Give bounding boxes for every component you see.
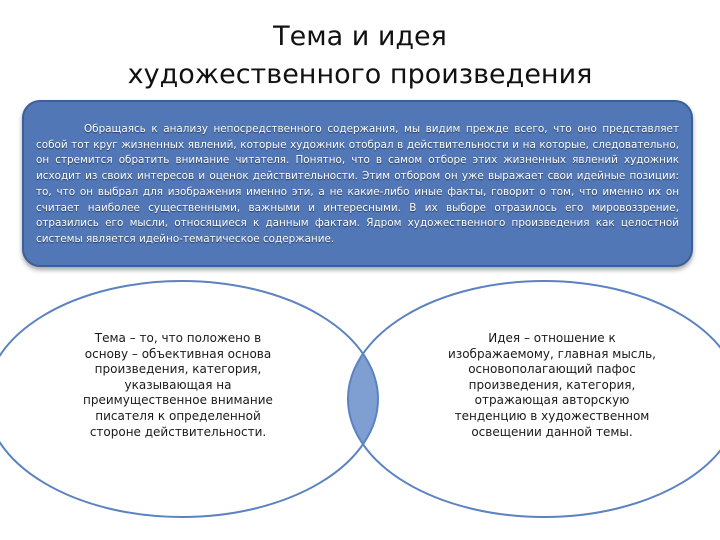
idea-definition: Идея – отношение к изображаемому, главная мысль, основополагающий пафос произведения, категория, отражающая авторскую тенденцию в художественном освещении данной темы. xyxy=(448,331,656,439)
title-line-1: Тема и идея xyxy=(273,21,447,52)
theme-definition: Тема – то, что положено в основу – объективная основа произведения, категория, указывающая на преимущественное внимание писателя к определенной стороне действительности. xyxy=(83,331,273,439)
title-line-2: художественного произведения xyxy=(127,59,593,90)
intro-text-box: Обращаясь к анализу непосредственного содержания, мы видим прежде всего, что оно представляет собой тот круг жизненных явлений, которые художник отобрал в действительности и на которые, следовательно, он стремится обратить внимание читателя. Понятно, что в самом отборе этих жизненных явлений художник исходит из своих интересов и оценок действительности. Этим отбором он уже выражает свои идейные позиции: то, что он выбрал для изображения именно эти, а не какие-либо иные факты, говорит о том, что именно их он считает наиболее существенными, важными и интересными. В их выборе отразилось его мировоззрение, отразились его мысли, относящиеся к данным фактам. Ядром художественного произведения как целостной системы является идейно-тематическое содержание. xyxy=(22,100,693,267)
